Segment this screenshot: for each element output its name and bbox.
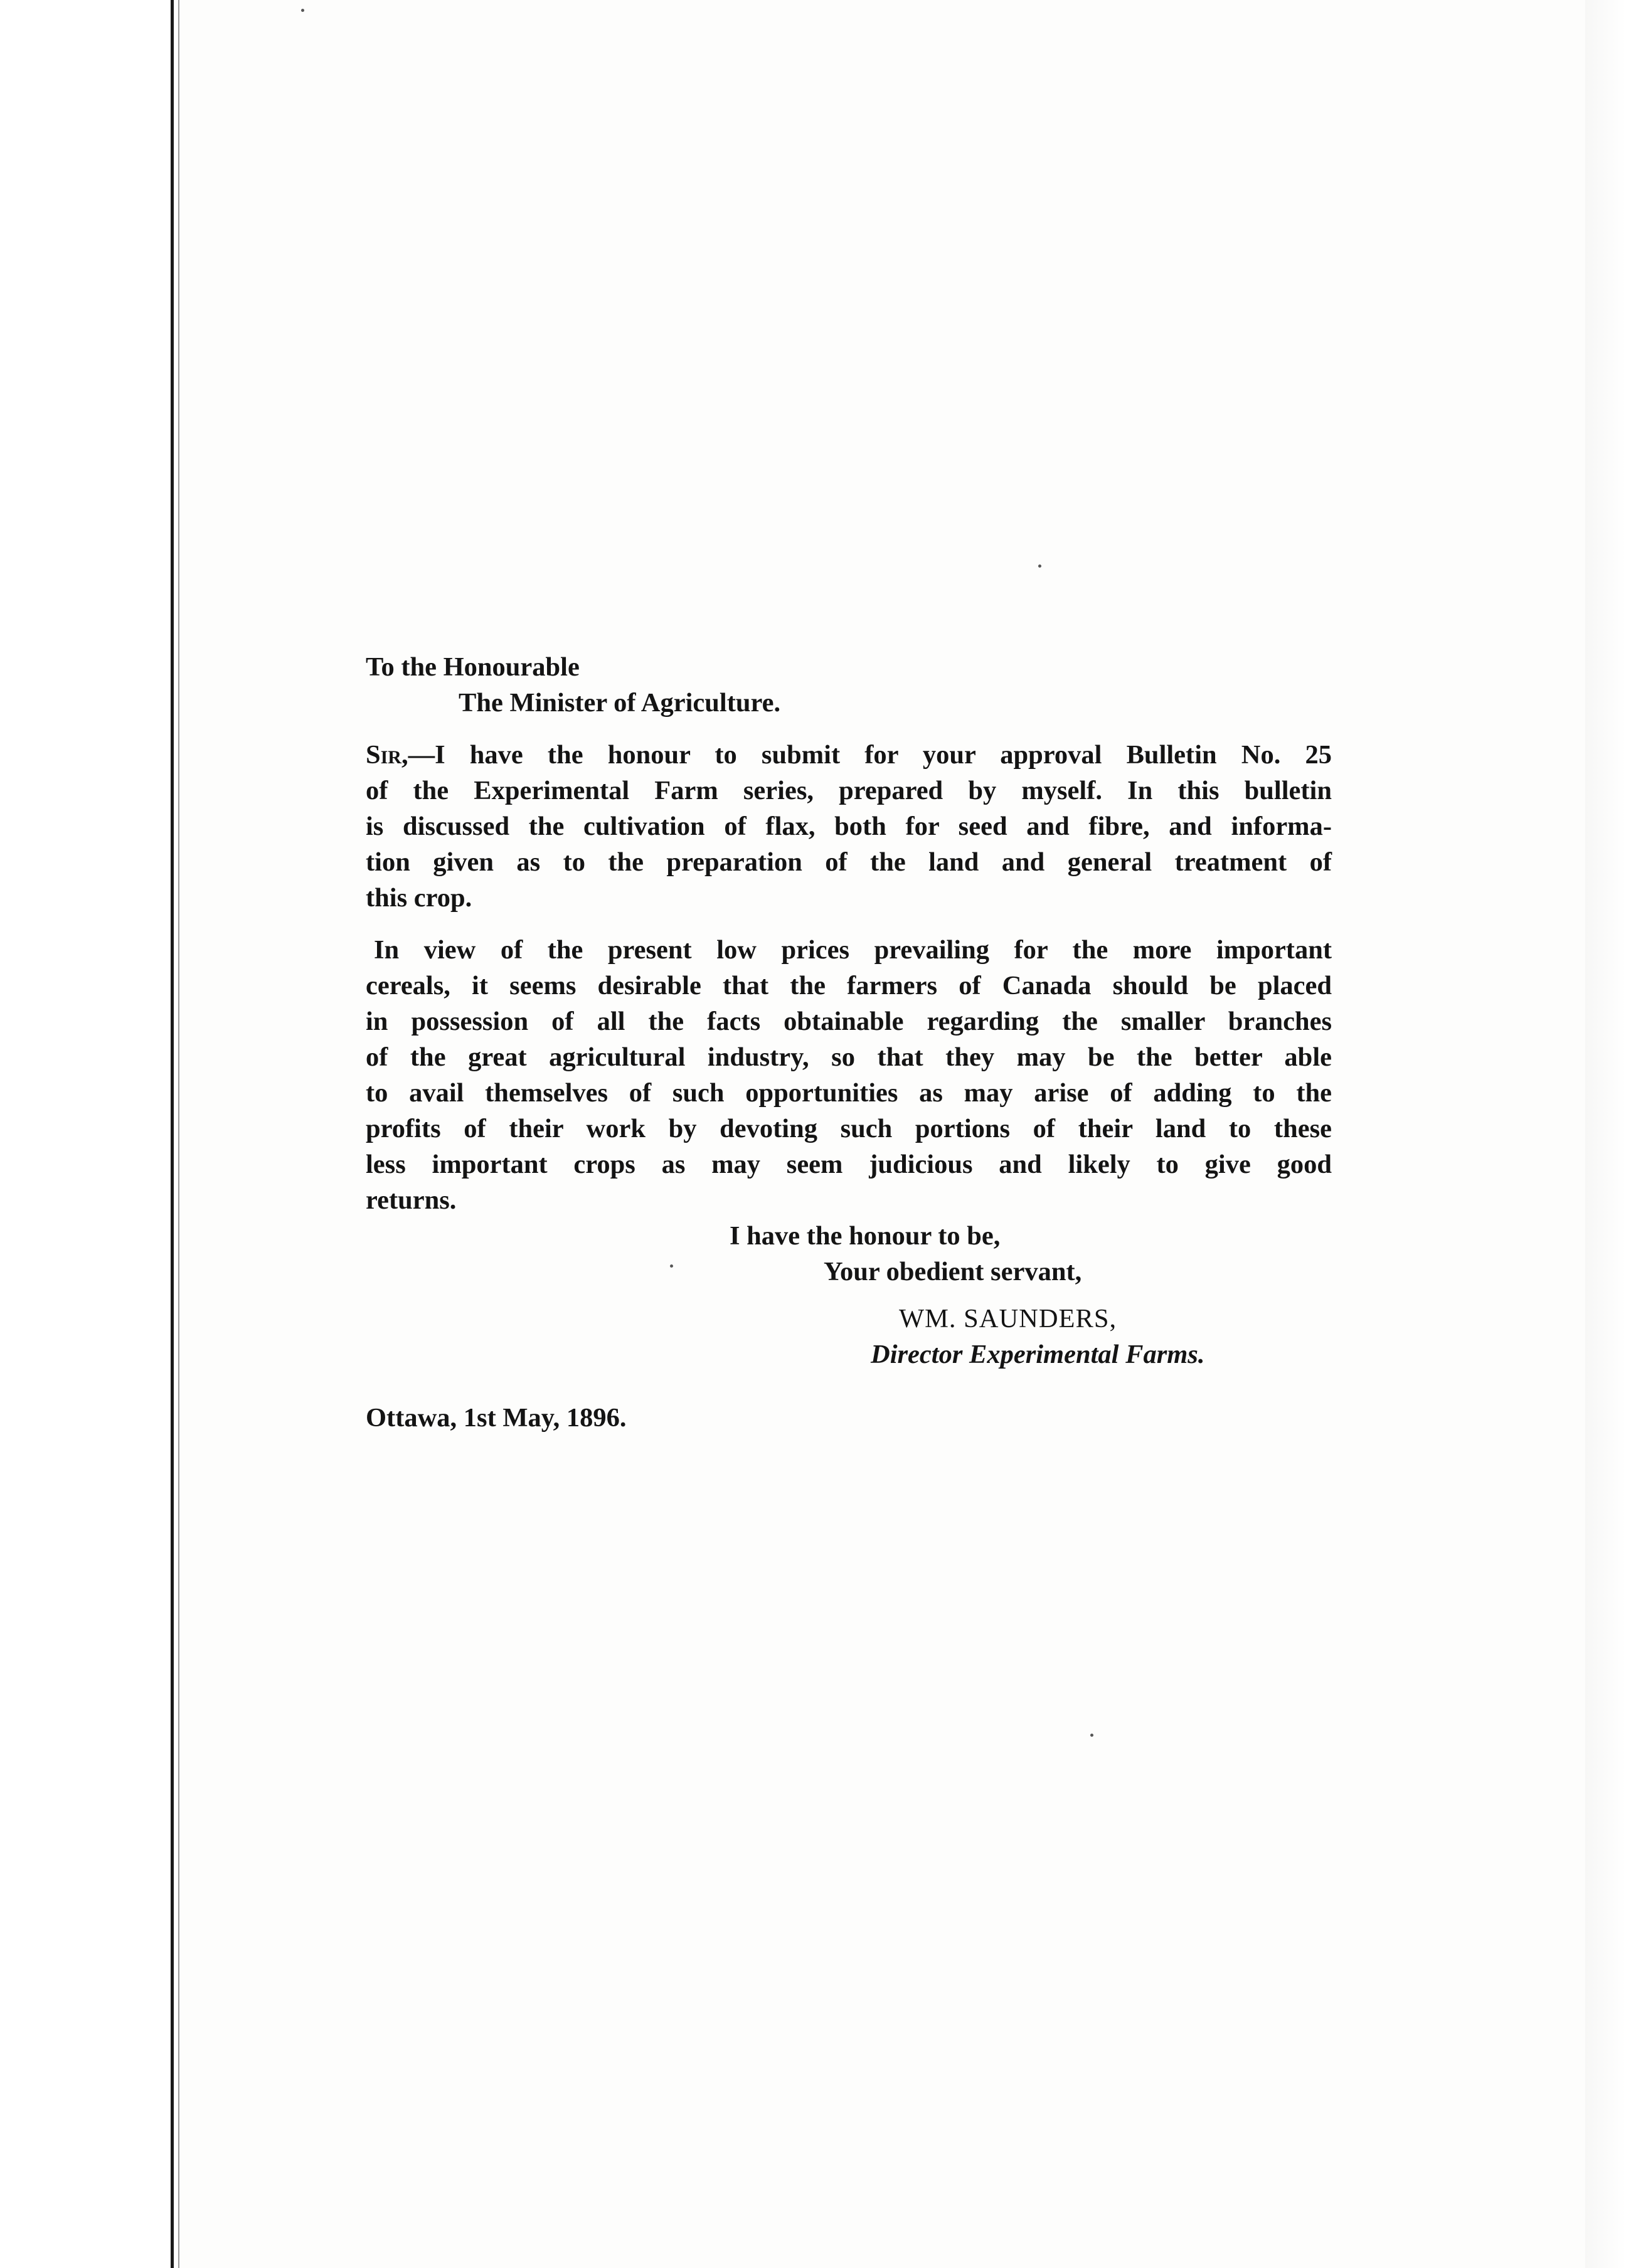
paragraph-1-line-4: tion given as to the preparation of the land and general treatment of	[366, 847, 1332, 877]
scan-speck	[301, 9, 304, 12]
right-edge	[1585, 0, 1626, 2268]
closing-line-2: Your obedient servant,	[824, 1257, 1082, 1286]
paragraph-2-line-3: in possession of all the facts obtainable regarding the smaller branches	[366, 1007, 1332, 1036]
closing-line-1: I have the honour to be,	[730, 1221, 1001, 1251]
paragraph-2-line-1: In view of the present low prices prevailing for the more important	[374, 935, 1332, 965]
paragraph-2-line-2: cereals, it seems desirable that the farmers of Canada should be placed	[366, 971, 1332, 1000]
paragraph-2-line-4: of the great agricultural industry, so that they may be the better able	[366, 1042, 1332, 1072]
paragraph-1-line-5: this crop.	[366, 883, 472, 913]
paragraph-2-line-5: to avail themselves of such opportunities as may arise of adding to the	[366, 1078, 1332, 1108]
salutation: Sir,	[366, 740, 408, 770]
scan-speck	[1038, 564, 1041, 568]
binding-line	[171, 0, 174, 2268]
binding-line-inner	[178, 0, 179, 2268]
paragraph-1	[366, 737, 1332, 916]
addressee-line-1: To the Honourable	[366, 652, 580, 682]
paragraph-2-line-7: less important crops as may seem judicious and likely to give good	[366, 1150, 1332, 1179]
left-margin	[0, 0, 176, 2268]
paragraph-1-line-3: is discussed the cultivation of flax, both for seed and fibre, and informa-	[366, 812, 1332, 841]
paragraph-1-line-1-text: —I have the honour to submit for your approval Bulletin No. 25	[408, 740, 1332, 770]
letter-body	[366, 649, 1332, 1436]
signature-title: Director Experimental Farms.	[871, 1340, 1205, 1369]
paragraph-2-line-8: returns.	[366, 1185, 457, 1215]
paragraph-1-line-1	[366, 737, 1332, 773]
scan-speck	[1090, 1734, 1093, 1737]
addressee-line-2: The Minister of Agriculture.	[459, 688, 781, 718]
paragraph-1-line-2: of the Experimental Farm series, prepared by myself. In this bulletin	[366, 776, 1332, 805]
dateline: Ottawa, 1st May, 1896.	[366, 1403, 627, 1433]
paragraph-2-line-6: profits of their work by devoting such portions of their land to these	[366, 1114, 1332, 1143]
signature-name: WM. SAUNDERS,	[899, 1304, 1117, 1333]
paragraph-2	[366, 932, 1332, 1218]
